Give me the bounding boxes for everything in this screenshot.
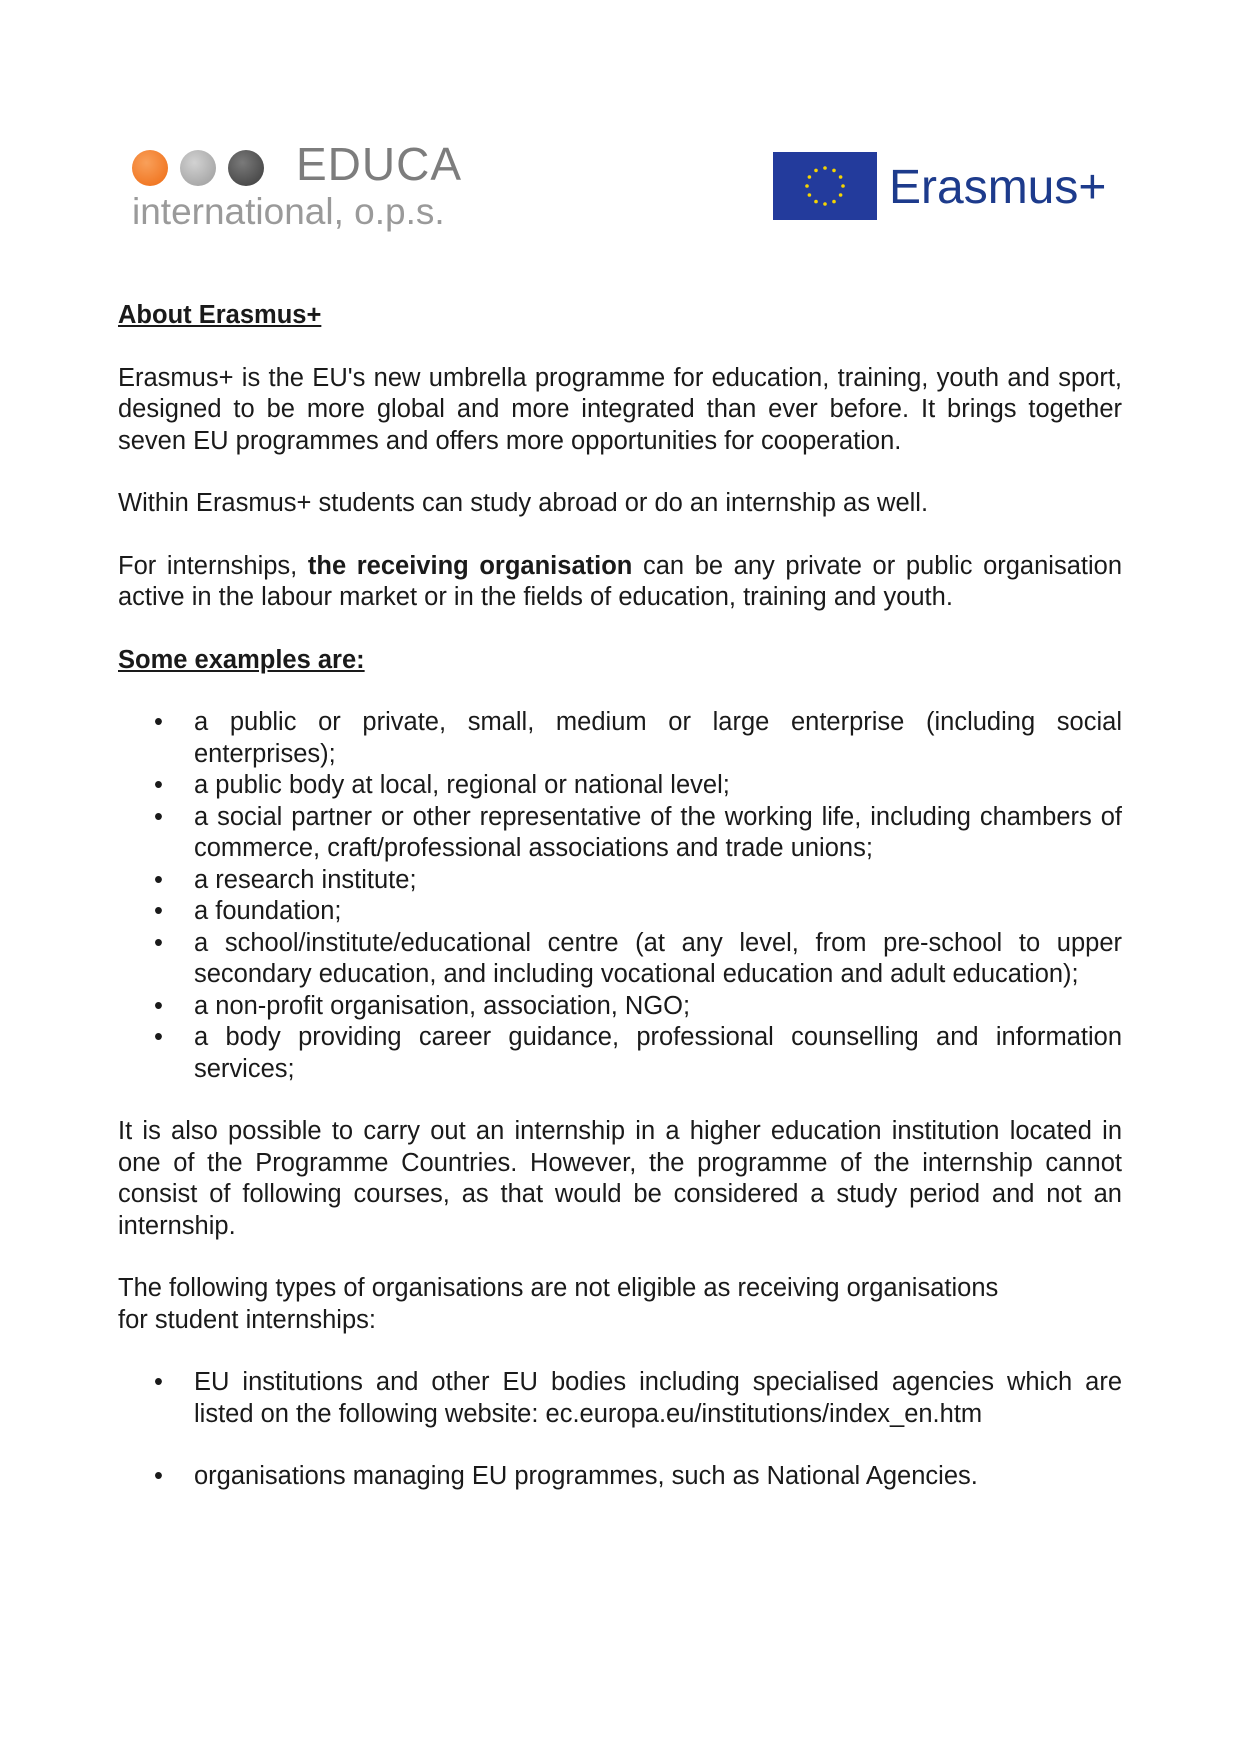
- intro-paragraph: Erasmus+ is the EU's new umbrella programme for education, training, youth and sport, designed to be more global and more integrated than ever before. It brings together seven EU programmes and offers more opportunities for cooperation.: [118, 363, 1122, 455]
- educa-logo-title: EDUCA: [296, 138, 463, 190]
- orange-dot-icon: [132, 150, 168, 186]
- eu-stars-icon: [773, 152, 877, 220]
- ineligible-list-continued: [118, 1461, 1122, 1493]
- list-item: • a non-profit organisation, association, NGO;: [118, 991, 1122, 1023]
- list-item: • a research institute;: [118, 865, 1122, 897]
- erasmus-logo: [773, 152, 1123, 224]
- educa-logo: [132, 140, 472, 240]
- list-item: • a public body at local, regional or national level;: [118, 770, 1122, 802]
- study-abroad-paragraph: Within Erasmus+ students can study abroad or do an internship as well.: [118, 489, 929, 517]
- ineligible-intro-line1: The following types of organisations are not eligible as receiving organisations: [118, 1274, 999, 1302]
- educa-logo-subtitle: international, o.p.s.: [132, 191, 445, 232]
- examples-heading: Some examples are:: [118, 645, 365, 674]
- list-item: • organisations managing EU programmes, such as National Agencies.: [118, 1461, 1122, 1493]
- receiving-organisation-term: the receiving organisation: [307, 551, 633, 580]
- receiving-organisation-intro: For internships,: [118, 551, 308, 580]
- examples-list: [118, 707, 1122, 1085]
- higher-education-paragraph: It is also possible to carry out an internship in a higher education institution located in one of the Programme Countries. However, the programme of the internship cannot consist of following courses, as that would be considered a study period and not an internship.: [118, 1117, 1122, 1240]
- erasmus-logo-label: Erasmus+: [889, 161, 1107, 214]
- document-body: [118, 300, 1122, 1493]
- list-item: • a social partner or other representative of the working life, including chambers of commerce, craft/professional associations and trade unions;: [118, 802, 1122, 865]
- dark-grey-dot-icon: [228, 150, 264, 186]
- list-item: • a school/institute/educational centre (at any level, from pre-school to upper secondary education, and including vocational education and adult education);: [118, 928, 1122, 991]
- page-title: About Erasmus+: [118, 301, 322, 329]
- ineligible-list: [118, 1367, 1122, 1430]
- list-item: • a public or private, small, medium or large enterprise (including social enterprises);: [118, 707, 1122, 770]
- ineligible-intro-line2: for student internships:: [118, 1305, 376, 1334]
- light-grey-dot-icon: [180, 150, 216, 186]
- eu-flag-icon: [773, 152, 877, 220]
- list-item: • EU institutions and other EU bodies including specialised agencies which are listed on the following website: ec.europa.eu/institutions/index_en.htm: [118, 1367, 1122, 1430]
- receiving-organisation-paragraph: [118, 551, 1122, 614]
- list-item: • a body providing career guidance, professional counselling and information services;: [118, 1022, 1122, 1085]
- ineligible-intro-paragraph: [118, 1273, 1122, 1336]
- receiving-organisation-description: can be any private or public organisation active in the labour market or in the fields of education, training and youth.: [118, 551, 1123, 611]
- list-item: • a foundation;: [118, 896, 1122, 928]
